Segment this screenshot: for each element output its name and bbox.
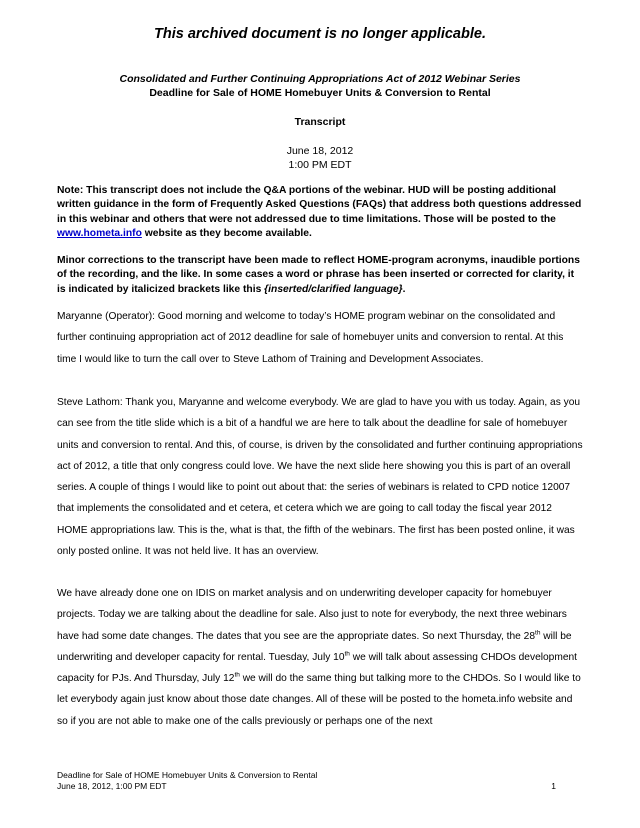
corrections-example: {inserted/clarified language} [264,283,403,295]
paragraph-part: We have already done one on IDIS on market analysis and on underwriting developer capacity for homebuyer projects. Today we are talking about the deadline for sale. Also just to note for everybody, the next three webinars have had some date changes. The dates that you see are the appropriate dates. So next Thursday, the 28 [57,588,567,642]
page-number: 1 [551,781,556,791]
webinar-date: June 18, 2012 [286,145,354,157]
hometa-link[interactable]: www.hometa.info [57,227,142,239]
webinar-datetime [0,144,640,172]
transcript-note [57,184,585,241]
ordinal-suffix: th [535,629,541,637]
page-footer [57,770,585,792]
note-text: Note: This transcript does not include the Q&A portions of the webinar. HUD will be posting additional written guidance in the form of Frequently Asked Questions (FAQs) that address both questions addressed in this webinar and others that were not addressed due to time limitations. Those will be posted to the [57,185,582,225]
document-header [0,72,640,100]
note-text-end: website as they become available. [141,227,312,239]
ordinal-suffix: th [234,671,240,679]
paragraph-operator: Maryanne (Operator): Good morning and welcome to today’s HOME program webinar on the consolidated and further continuing appropriation act of 2012 deadline for sale of homebuyer units and conversion to rental. At this time I would like to turn the call over to Steve Lathom of Training and Development Associates. [57,311,564,365]
paragraph-schedule [57,583,585,732]
webinar-time: 1:00 PM EDT [288,159,352,171]
transcript-label: Transcript [294,116,346,128]
footer-title: Deadline for Sale of HOME Homebuyer Units & Conversion to Rental [57,770,318,780]
corrections-note [57,254,585,297]
paragraph-part: we will talk about assessing CHDOs development capacity for PJs. And Thursday, July 12 [57,651,577,685]
corrections-end: . [402,283,406,295]
paragraph-part: we will do the same thing but talking more to the CHDOs. So I would like to let everybody again just know about those date changes. All of these will be posted to the hometa.info website and so if you are not able to make one of the calls previously or perhaps one of the next [57,673,581,727]
ordinal-suffix: th [344,650,350,658]
paragraph-steve-intro: Steve Lathom: Thank you, Maryanne and welcome everybody. We are glad to have you with us today. Again, as you can see from the title slide which is a bit of a handful we are here to talk about the deadline for sale of homebuyer units and conversion to rental. And this, of course, is driven by the consolidated and further continuing appropriations act of 2012, a title that only congress could love. We have the next slide here showing you this is part of an overall series. A couple of things I would like to point out about that: the series of webinars is related to CPD notice 12007 that implements the consolidated and et cetera, et cetera which we are going to call today the fiscal year 2012 HOME appropriations law. This is the, what is that, the fifth of the webinars. The first has been posted online, it was only posted online. It was not held live. It has an overview. [57,397,583,558]
footer-date: June 18, 2012, 1:00 PM EDT [57,781,167,791]
corrections-text: Minor corrections to the transcript have been made to reflect HOME-program acronyms, inaudible portions of the recording, and the like. In some cases a word or phrase has been inserted or corrected for clarity, it is indicated by italicized brackets like this [57,255,580,295]
webinar-title: Deadline for Sale of HOME Homebuyer Units & Conversion to Rental [149,87,491,99]
paragraph-part: will be underwriting and developer capacity for rental. Tuesday, July 10 [57,630,572,663]
archived-notice: This archived document is no longer applicable. [154,26,486,42]
series-title: Consolidated and Further Continuing Appropriations Act of 2012 Webinar Series [119,73,521,85]
